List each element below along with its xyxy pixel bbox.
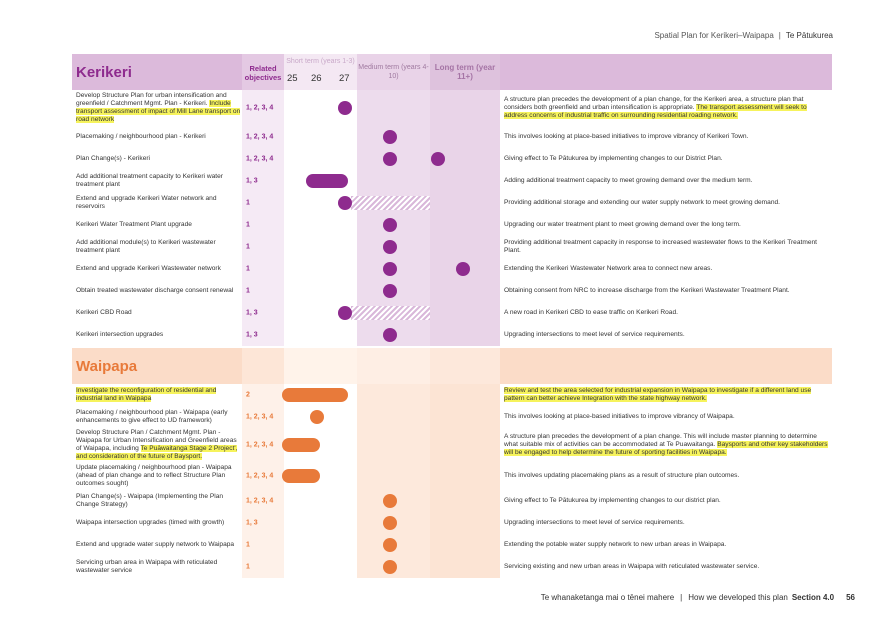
related-objectives: 1, 3 [246,309,258,317]
project-name [76,155,241,163]
related-objectives: 1, 2, 3, 4 [246,133,274,141]
footer-section: Section 4.0 [791,593,835,602]
timeline-bar [282,469,320,483]
timeline-dot [383,152,397,166]
project-name [76,195,241,211]
section-kerikeri [72,54,832,346]
table-row [72,126,832,148]
description-segment: Upgrading intersections to meet level of service requirements. [504,331,685,338]
related-objectives: 1, 3 [246,331,258,339]
project-name [76,387,241,403]
project-name [76,493,241,509]
description-segment: Servicing existing and new urban areas in Waipapa with reticulated wastewater service. [504,563,760,570]
project-name-segment: Obtain treated wastewater discharge consent renewal [76,287,234,294]
related-objectives: 2 [246,391,250,399]
document-title: Spatial Plan for Kerikeri–Waipapa [654,31,774,40]
description-segment: Extending the potable water supply network to new urban areas in Waipapa. [504,541,727,548]
footer-middle: How we developed this plan [688,593,788,602]
timeline-dot [338,306,352,320]
description-segment: This involves looking at place-based initiatives to improve vibrancy of Kerikeri Town. [504,133,749,140]
project-description [504,133,829,141]
timeline-dot [383,240,397,254]
project-name [76,133,241,141]
timeline-dot [338,196,352,210]
project-description [504,472,829,480]
timeline-dot [310,410,324,424]
description-segment: A structure plan precedes the development of a plan change, for the Kerikeri area, a structure plan that considers both greenfield and urban intensification is appropriate. [504,96,804,111]
timeline-dot [383,284,397,298]
table-row [72,556,832,578]
project-name [76,287,241,295]
timeline-dot [338,101,352,115]
project-name [76,541,241,549]
page-number: 56 [846,593,855,602]
related-objectives: 1, 2, 3, 4 [246,497,274,505]
project-description [504,265,829,273]
related-objectives: 1, 3 [246,519,258,527]
description-segment: Providing additional treatment capacity in response to increased wastewater flows to the Kerikeri Treatment Plant. [504,239,817,254]
project-name-segment: Extend and upgrade Kerikeri Wastewater network [76,265,221,272]
related-objectives: 1 [246,563,250,571]
related-objectives: 1 [246,199,250,207]
description-segment: Adding additional treatment capacity to meet growing demand over the medium term. [504,177,753,184]
project-name-segment: Develop Structure Plan / Catchment Mgmt. Plan - Waipapa for Urban Intensification and Greenfield areas of Waipapa, including [76,429,237,452]
project-description [504,519,829,527]
project-name-segment: Plan Change(s) - Waipapa (Implementing the Plan Change Strategy) [76,493,224,508]
project-name [76,464,241,488]
short-term-header: Short term (years 1-3) [286,58,355,65]
project-description [504,563,829,571]
description-segment: Extending the Kerikeri Wastewater Network area to connect new areas. [504,265,713,272]
table-row [72,490,832,512]
project-name-segment: Extend and upgrade Kerikeri Water network and reservoirs [76,195,217,210]
project-name-segment: Placemaking / neighbourhood plan - Waipapa (early enhancements to give effect to UD framework) [76,409,228,424]
table-row [72,462,832,490]
description-segment: Baysports and other key stakeholders will be engaged to help determine the future of sporting facilities in Waipapa. [504,441,828,456]
year-27-label: 27 [339,73,350,84]
description-segment: Review and test the area selected for industrial expansion in Waipapa to investigate if a different land use pattern can better achieve Integration with the state highway network. [504,387,812,402]
project-name [76,559,241,575]
description-segment: Giving effect to Te Pātukurea by implementing changes to our district plan. [504,497,721,504]
table-row [72,302,832,324]
project-description [504,413,829,421]
table-row [72,512,832,534]
description-segment: Upgrading intersections to meet level of service requirements. [504,519,685,526]
description-segment: A structure plan precedes the development of a plan change. This will include master planning to determine what suitable mix of activities can be accommodated at Te Puawaitanga. [504,433,817,448]
project-name [76,221,241,229]
project-name [76,331,241,339]
project-name [76,239,241,255]
section-heading [72,348,832,384]
project-name [76,519,241,527]
table-row [72,214,832,236]
table-row [72,236,832,258]
year-25-label: 25 [287,73,298,84]
description-segment: The transport assessment will seek to address concerns of industrial traffic on surrounding residential roading network. [504,104,807,119]
section-title: Kerikeri [76,64,132,81]
description-segment: This involves looking at place-based initiatives to improve vibrancy of Waipapa. [504,413,735,420]
project-name [76,409,241,425]
project-name-segment: Waipapa intersection upgrades (timed with growth) [76,519,225,526]
timeline-bar [306,174,348,188]
project-name-segment: Add additional module(s) to Kerikeri wastewater treatment plant [76,239,216,254]
medium-term-header: Medium term (years 4-10) [358,64,429,80]
project-description [504,155,829,163]
related-objectives: 1, 2, 3, 4 [246,413,274,421]
table-row [72,384,832,406]
table-row [72,90,832,126]
project-description [504,541,829,549]
description-segment: Providing additional storage and extending our water supply network to meet growing demand. [504,199,781,206]
related-objectives: 1 [246,265,250,273]
table-row [72,258,832,280]
timeline-bar [282,438,320,452]
related-objectives: 1, 2, 3, 4 [246,472,274,480]
project-name-segment: Update placemaking / neighbourhood plan - Waipapa (ahead of plan change and to reflect Structure Plan outcomes sought) [76,464,232,487]
project-name [76,173,241,189]
project-description [504,199,829,207]
related-objectives: 1, 2, 3, 4 [246,155,274,163]
long-term-header: Long term (year 11+) [434,63,496,81]
project-name-segment: Kerikeri Water Treatment Plant upgrade [76,221,192,228]
project-description [504,497,829,505]
description-segment: A new road in Kerikeri CBD to ease traffic on Kerikeri Road. [504,309,678,316]
project-name-segment: Placemaking / neighbourhood plan - Kerikeri [76,133,206,140]
project-name-segment: Te Puāwaitanga Stage 2 Project', and consideration of the future of Baysport. [76,445,238,460]
related-objectives: 1 [246,221,250,229]
table-row [72,192,832,214]
project-description [504,239,829,255]
page-footer [541,593,855,602]
project-name-segment: Extend and upgrade water supply network to Waipapa [76,541,235,548]
project-name-segment: Plan Change(s) - Kerikeri [76,155,151,162]
table-row [72,428,832,462]
timeline-dot [383,130,397,144]
timeline-dot [383,328,397,342]
project-name-segment: Kerikeri intersection upgrades [76,331,164,338]
footer-separator: | [680,593,683,602]
timeline-hatched-bar [351,306,430,320]
table-row [72,148,832,170]
description-segment: Upgrading our water treatment plant to meet growing demand over the long term. [504,221,741,228]
project-description [504,287,829,295]
related-objectives: 1 [246,541,250,549]
related-objectives: 1, 3 [246,177,258,185]
timeline-dot [383,516,397,530]
table-row [72,534,832,556]
project-name-segment: Develop Structure Plan for urban intensification and greenfield / Catchment Mgmt. Plan - Kerikeri. [76,92,227,107]
section-title: Waipapa [76,358,138,375]
timeline-dot [431,152,445,166]
timeline-dot [383,494,397,508]
year-26-label: 26 [311,73,322,84]
table-row [72,324,832,346]
timeline-dot [456,262,470,276]
timeline-dot [383,262,397,276]
description-segment: This involves updating placemaking plans as a result of structure plan outcomes. [504,472,740,479]
table-row [72,170,832,192]
description-segment: Obtaining consent from NRC to increase discharge from the Kerikeri Wastewater Treatment Plant. [504,287,790,294]
project-name-segment: Investigate the reconfiguration of residential and industrial land in Waipapa [76,387,217,402]
project-name-segment: Servicing urban area in Waipapa with reticulated wastewater service [76,559,218,574]
brand-name: Te Pātukurea [785,31,833,40]
project-description [504,96,829,120]
timeline-hatched-bar [351,196,430,210]
footer-left: Te whanaketanga mai o tēnei mahere [540,593,675,602]
table-row [72,406,832,428]
related-objectives: 1 [246,287,250,295]
project-description [504,433,829,457]
project-name-segment: Add additional treatment capacity to Kerikeri water treatment plant [76,173,223,188]
timeline-bar [282,388,348,402]
project-name [76,309,241,317]
related-objectives: 1, 2, 3, 4 [246,104,274,112]
project-description [504,387,829,403]
timeline-dot [383,218,397,232]
table-row [72,280,832,302]
project-name [76,429,241,461]
project-name-segment: Include transport assessment of impact of Mill Lane transport on road network [76,100,241,123]
related-objectives: 1 [246,243,250,251]
timeline-dot [383,538,397,552]
related-objectives: 1, 2, 3, 4 [246,441,274,449]
project-description [504,331,829,339]
header-separator: | [778,31,781,40]
section-waipapa [72,348,832,578]
project-description [504,177,829,185]
project-name-segment: Kerikeri CBD Road [76,309,132,316]
project-name [76,92,241,124]
description-segment: Giving effect to Te Pātukurea by implementing changes to our District Plan. [504,155,723,162]
page-header [654,31,833,40]
timeline-dot [383,560,397,574]
project-description [504,221,829,229]
project-description [504,309,829,317]
related-objectives-header: Related objectives [244,64,282,82]
project-name [76,265,241,273]
